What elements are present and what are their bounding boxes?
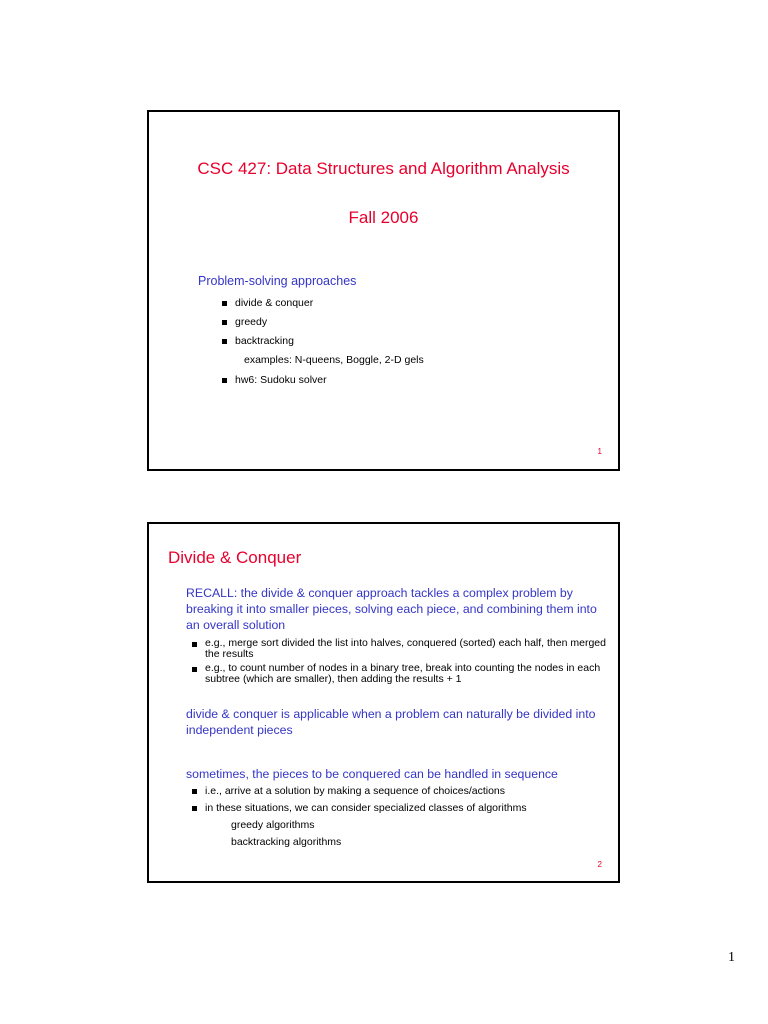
algorithm-item-greedy: greedy algorithms bbox=[231, 819, 315, 831]
bullet-item: backtracking bbox=[235, 335, 415, 348]
bullet-line: e.g., merge sort divided the list into halves, conquered (sorted) each half, then merged bbox=[205, 637, 606, 649]
applicable-paragraph bbox=[186, 706, 595, 738]
bullet-line: the results bbox=[205, 648, 254, 660]
bullet-item: hw6: Sudoku solver bbox=[235, 374, 415, 387]
page-number: 1 bbox=[728, 950, 735, 965]
algorithm-item-backtracking: backtracking algorithms bbox=[231, 836, 342, 848]
bullet-item bbox=[205, 663, 606, 685]
bullet-item: divide & conquer bbox=[235, 297, 415, 310]
applicable-line: divide & conquer is applicable when a problem can naturally be divided into bbox=[186, 707, 596, 721]
slide-2 bbox=[147, 522, 620, 883]
recall-line: breaking it into smaller pieces, solving each piece, and combining them into bbox=[186, 602, 597, 616]
bullet-sub-note: examples: N-queens, Boggle, 2-D gels bbox=[244, 354, 424, 366]
recall-paragraph bbox=[186, 585, 597, 633]
recall-line: an overall solution bbox=[186, 618, 286, 632]
bullet-item bbox=[205, 638, 606, 660]
slide-2-title: Divide & Conquer bbox=[168, 548, 302, 567]
slide-1-heading: Problem-solving approaches bbox=[198, 274, 357, 288]
bullet-line: subtree (which are smaller), then adding the results + 1 bbox=[205, 673, 462, 685]
recall-bullet-list bbox=[205, 638, 606, 685]
bullet-item: in these situations, we can consider specialized classes of algorithms bbox=[205, 802, 527, 814]
sequence-bullet-list bbox=[205, 785, 527, 815]
bullet-item: greedy bbox=[235, 316, 415, 329]
slide-1-subtitle: Fall 2006 bbox=[348, 208, 419, 227]
slide-number: 1 bbox=[597, 447, 602, 456]
bullet-item: i.e., arrive at a solution by making a sequence of choices/actions bbox=[205, 785, 527, 798]
slide-number: 2 bbox=[597, 860, 602, 869]
sequence-paragraph: sometimes, the pieces to be conquered can be handled in sequence bbox=[186, 767, 558, 781]
slide-1 bbox=[147, 110, 620, 471]
recall-line: RECALL: the divide & conquer approach tackles a complex problem by bbox=[186, 586, 573, 600]
slide-1-title: CSC 427: Data Structures and Algorithm Analysis bbox=[197, 159, 570, 178]
slide-1-bullet-list bbox=[235, 297, 424, 387]
bullet-line: e.g., to count number of nodes in a binary tree, break into counting the nodes in each bbox=[205, 662, 601, 674]
applicable-line: independent pieces bbox=[186, 723, 293, 737]
